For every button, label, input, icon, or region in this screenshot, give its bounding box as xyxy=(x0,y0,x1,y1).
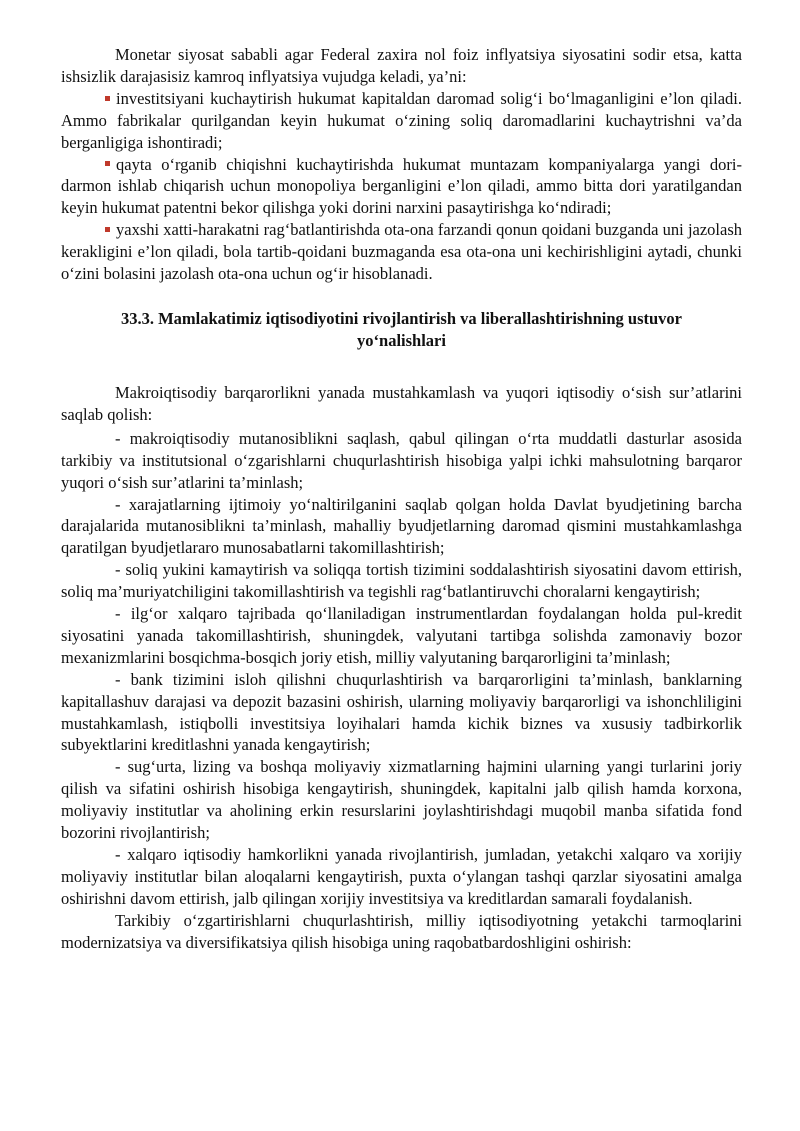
closing-paragraph: Tarkibiy o‘zgartirishlarni chuqurlashtirish, milliy iqtisodiyotning yetakchi tarmoqlarini modernizatsiya va diversifikatsiya qilish hisobiga uning raqobatbardoshligini oshirish: xyxy=(61,910,742,952)
list-item: - ilg‘or xalqaro tajribada qo‘llaniladigan instrumentlardan foydalangan holda pul-kredit siyosatini yanada takomillashtirish, shuningdek, valyutani tartibga solishda zamonaviy bozor mexanizmlarini bosqichma-bosqich joriy etish, milliy valyutaning barqarorligini ta’minlash; xyxy=(61,604,742,667)
list-item: - bank tizimini isloh qilishni chuqurlashtirish va barqarorligini ta’minlash, banklarning kapitallashuv darajasi va depozit bazasini oshirish, ularning moliyaviy barqarorligi va ishonchliligini mustahkamlash, istiqbolli investitsiya loyihalari hamda kichik biznes va xususiy tadbirkorlik subyektlarini kreditlashni yanada kengaytirish; xyxy=(61,669,742,755)
list-item: - xarajatlarning ijtimoiy yo‘naltirilganini saqlab qolgan holda Davlat byudjetining barcha darajalarida mutanosiblikni ta’minlash, mahalliy byudjetlarning daromad qismini mustahkamlashga qaratilgan byudjetlararo munosabatlarni takomillashtirish; xyxy=(61,494,742,558)
bullet-item xyxy=(61,219,742,285)
section-heading xyxy=(61,308,742,352)
bullet-text: yaxshi xatti-harakatni rag‘batlantirishda ota-ona farzandi qonun qoidani buzganda uni jazolash kerakligini e’lon qiladi, bola tartib-qoidani buzmaganda esa ota-ona uni kechirishligini aytadi, chunki o‘zini bolasini jazolash ota-ona uchun og‘ir hisoblanadi. xyxy=(61,220,742,284)
bullet-item xyxy=(61,88,742,154)
intro-paragraph: Monetar siyosat sababli agar Federal zaxira nol foiz inflyatsiya siyosatini sodir etsa, katta ishsizlik darajasisiz kamroq inflyatsiya vujudga keladi, ya’ni: xyxy=(61,45,742,86)
bullet-square-icon xyxy=(105,227,110,232)
section-heading-line1: 33.3. Mamlakatimiz iqtisodiyotini rivojlantirish va liberallashtirishning ustuvor xyxy=(120,308,683,328)
bullet-square-icon xyxy=(105,96,110,101)
section-lead-paragraph: Makroiqtisodiy barqarorlikni yanada mustahkamlash va yuqori iqtisodiy o‘sish sur’atlarini saqlab qolish: xyxy=(61,382,742,424)
bullet-text: qayta o‘rganib chiqishni kuchaytirishda hukumat muntazam kompaniyalarga yangi dori-darmon ishlab chiqarish uchun monopoliya berganligini e’lon qiladi, ammo bitta dori yaratilgandan keyin hukumat patentni bekor qilishga yoki dorini narxini pasaytirishga ko‘ndiradi; xyxy=(61,154,742,218)
list-item: - makroiqtisodiy mutanosiblikni saqlash, qabul qilingan o‘rta muddatli dasturlar asosida tarkibiy va institutsional o‘zgarishlarni chuqurlashtirish hisobiga yalpi ichki mahsulotning barqaror yuqori o‘sish sur’atlarini ta’minlash; xyxy=(61,428,742,492)
bullet-square-icon xyxy=(105,161,110,166)
list-item: - sug‘urta, lizing va boshqa moliyaviy xizmatlarning hajmini ularning yangi turlarini joriy qilish va sifatini oshirish hisobiga kengaytirish, shuningdek, kapitalni jalb qilish hamda korxona, moliyaviy institutlar va aholining erkin resurslarini joylashtirishdagi muqobil manba sifatida fond bozorini rivojlantirish; xyxy=(61,757,742,843)
section-heading-line2: yo‘nalishlari xyxy=(357,330,446,350)
list-item: - xalqaro iqtisodiy hamkorlikni yanada rivojlantirish, jumladan, yetakchi xalqaro va xorijiy moliyaviy institutlar bilan aloqalarni kengaytirish, puxta o‘ylangan tashqi qarzlar siyosatini amalga oshirishni davom ettirish, jalb qilingan xorijiy investitsiya va kreditlardan samarali foydalanish. xyxy=(61,845,742,908)
list-item: - soliq yukini kamaytirish va soliqqa tortish tizimini soddalashtirish siyosatini davom ettirish, soliq ma’muriyatchiligini takomillashtirish va tegishli rag‘batlantiruvchi choralarni kengaytirish; xyxy=(61,560,742,602)
bullet-text: investitsiyani kuchaytirish hukumat kapitaldan daromad solig‘i bo‘lmaganligini e’lon qiladi. Ammo fabrikalar qurilgandan keyin hukumat o‘zining soliq daromadlarini kuchaytrishni va’da berganligiga ishontiradi; xyxy=(61,88,742,152)
bullet-item xyxy=(61,154,742,220)
